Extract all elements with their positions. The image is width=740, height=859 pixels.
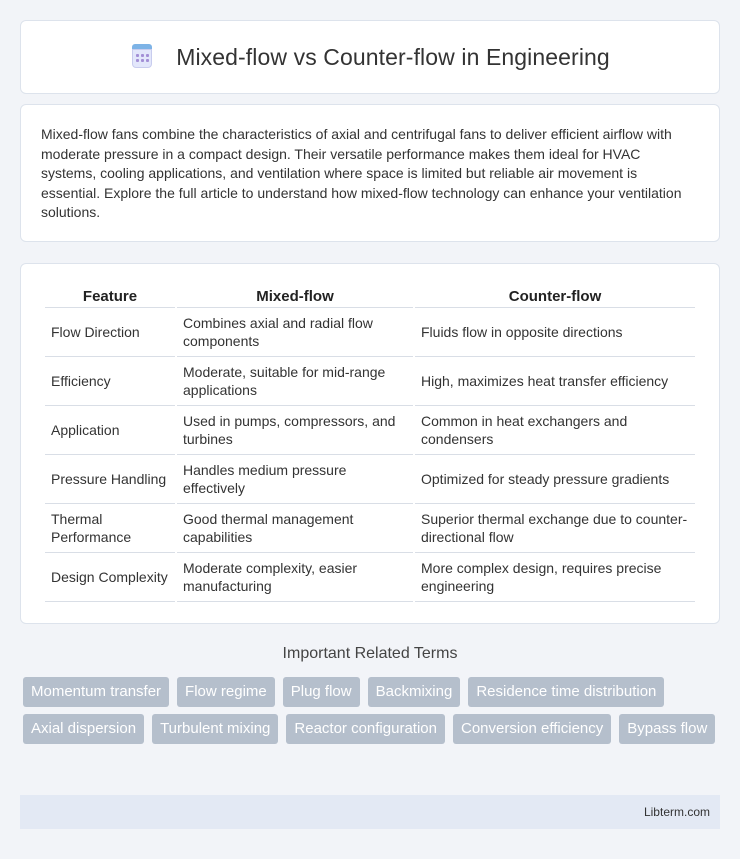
table-row <box>45 455 695 504</box>
comparison-card <box>20 263 720 624</box>
cell-mixed-flow: Moderate complexity, easier manufacturing <box>177 553 413 602</box>
intro-paragraph: Mixed-flow fans combine the characteristics of axial and centrifugal fans to deliver efficient airflow with moderate pressure in a compact design. Their versatile performance makes them ideal for HVAC systems, cooling applications, and ventilation where space is limited but reliable air movement is essential. Explore the full article to understand how mixed-flow technology can enhance your ventilation solutions. <box>41 126 682 221</box>
table-row <box>45 504 695 553</box>
related-term-tag[interactable]: Flow regime <box>177 677 275 707</box>
cell-feature: Thermal Performance <box>45 504 175 553</box>
cell-feature: Pressure Handling <box>45 455 175 504</box>
cell-counter-flow: High, maximizes heat transfer efficiency <box>415 357 695 406</box>
cell-counter-flow: Optimized for steady pressure gradients <box>415 455 695 504</box>
cell-mixed-flow: Good thermal management capabilities <box>177 504 413 553</box>
cell-mixed-flow: Handles medium pressure effectively <box>177 455 413 504</box>
related-term-tag[interactable]: Backmixing <box>368 677 461 707</box>
related-term-tag[interactable]: Residence time distribution <box>468 677 664 707</box>
related-term-tag[interactable]: Conversion efficiency <box>453 714 611 744</box>
footer <box>20 795 720 829</box>
cell-mixed-flow: Combines axial and radial flow components <box>177 308 413 357</box>
table-header-row <box>45 286 695 308</box>
page-title: Mixed-flow vs Counter-flow in Engineering <box>176 43 610 70</box>
header-feature: Feature <box>45 286 175 308</box>
cell-counter-flow: Superior thermal exchange due to counter-directional flow <box>415 504 695 553</box>
related-term-tag[interactable]: Bypass flow <box>619 714 715 744</box>
header-counter-flow: Counter-flow <box>415 286 695 308</box>
cell-mixed-flow: Used in pumps, compressors, and turbines <box>177 406 413 455</box>
intro-card <box>20 104 720 242</box>
table-row <box>45 553 695 602</box>
cell-counter-flow: More complex design, requires precise engineering <box>415 553 695 602</box>
table-row <box>45 308 695 357</box>
cell-feature: Design Complexity <box>45 553 175 602</box>
related-term-tag[interactable]: Plug flow <box>283 677 360 707</box>
cell-counter-flow: Common in heat exchangers and condensers <box>415 406 695 455</box>
table-row <box>45 357 695 406</box>
related-term-tag[interactable]: Reactor configuration <box>286 714 445 744</box>
header-mixed-flow: Mixed-flow <box>177 286 413 308</box>
title-wrap <box>130 44 610 71</box>
footer-brand-link[interactable]: Libterm.com <box>643 805 710 819</box>
comparison-table <box>43 286 697 602</box>
header-card <box>20 20 720 94</box>
related-term-tag[interactable]: Turbulent mixing <box>152 714 278 744</box>
table-row <box>45 406 695 455</box>
cell-feature: Application <box>45 406 175 455</box>
related-terms-list <box>23 677 723 744</box>
related-term-tag[interactable]: Axial dispersion <box>23 714 144 744</box>
related-terms-heading: Important Related Terms <box>282 645 458 662</box>
document-icon <box>130 44 154 70</box>
related-term-tag[interactable]: Momentum transfer <box>23 677 169 707</box>
cell-mixed-flow: Moderate, suitable for mid-range applications <box>177 357 413 406</box>
cell-feature: Flow Direction <box>45 308 175 357</box>
cell-counter-flow: Fluids flow in opposite directions <box>415 308 695 357</box>
cell-feature: Efficiency <box>45 357 175 406</box>
